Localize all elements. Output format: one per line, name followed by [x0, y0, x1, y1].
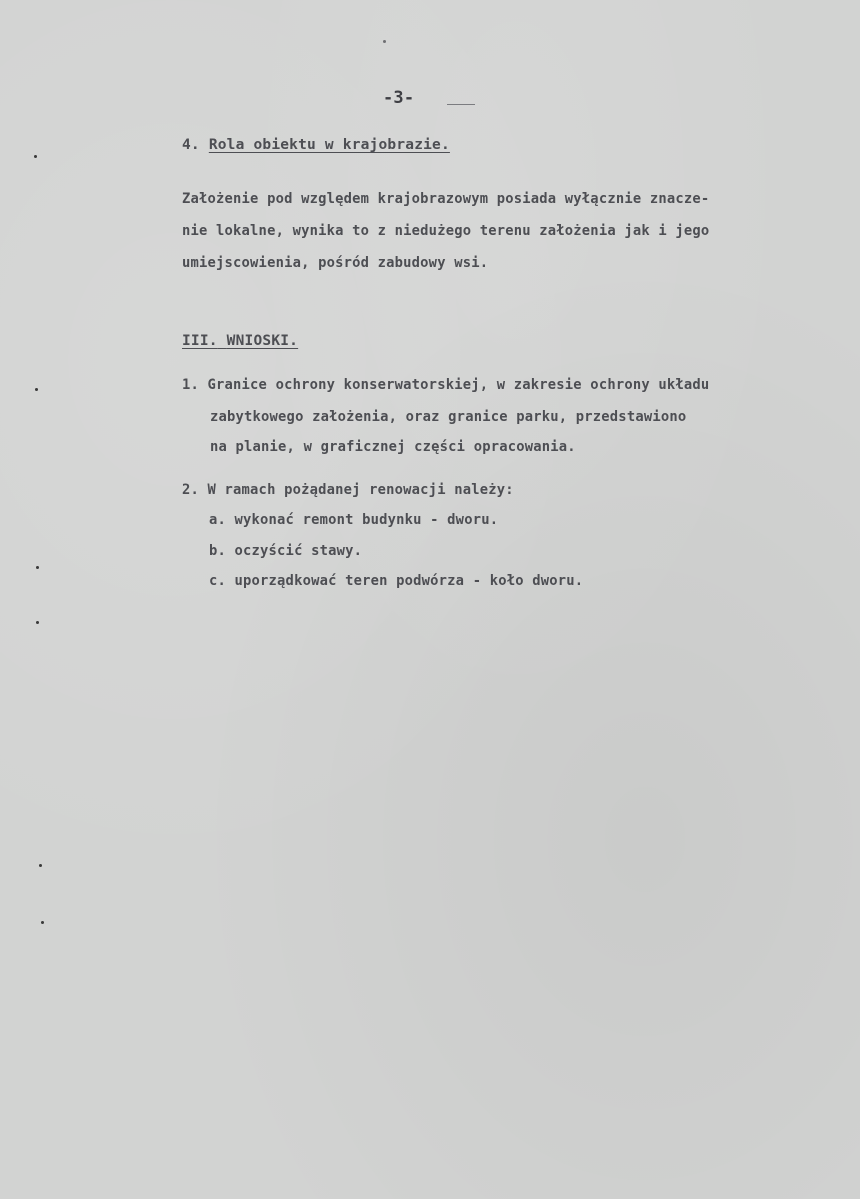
margin-dot [34, 155, 37, 158]
page-number: -3- [383, 88, 415, 108]
paragraph-line: umiejscowienia, pośród zabudowy wsi. [182, 255, 489, 271]
margin-dot [39, 864, 42, 867]
item-2-intro: 2. W ramach pożądanej renowacji należy: [182, 482, 514, 498]
speck [383, 40, 386, 43]
item-1-line: zabytkowego założenia, oraz granice parku, przedstawiono [210, 409, 687, 425]
section-4-title: Rola obiektu w krajobrazie. [208, 137, 450, 153]
section-3-heading [182, 333, 298, 349]
section-4-number: 4. [182, 137, 200, 153]
margin-dot [36, 621, 39, 624]
margin-dot [35, 388, 38, 391]
section-3-number: III. [182, 333, 218, 349]
paragraph-line: Założenie pod względem krajobrazowym posiada wyłącznie znacze- [182, 191, 710, 207]
dash-mark [447, 104, 475, 105]
item-2-subitem: b. oczyścić stawy. [209, 543, 363, 559]
item-1-line: na planie, w graficznej części opracowania. [210, 439, 576, 455]
section-4-heading [182, 137, 450, 153]
paragraph-line: nie lokalne, wynika to z niedużego terenu założenia jak i jego [182, 223, 710, 239]
item-1-line: 1. Granice ochrony konserwatorskiej, w zakresie ochrony układu [182, 377, 710, 393]
section-3-title: WNIOSKI. [226, 333, 299, 349]
item-2-subitem: c. uporządkować teren podwórza - koło dworu. [209, 573, 584, 589]
margin-dot [36, 566, 39, 569]
item-2-subitem: a. wykonać remont budynku - dworu. [209, 512, 499, 528]
margin-dot [41, 921, 44, 924]
